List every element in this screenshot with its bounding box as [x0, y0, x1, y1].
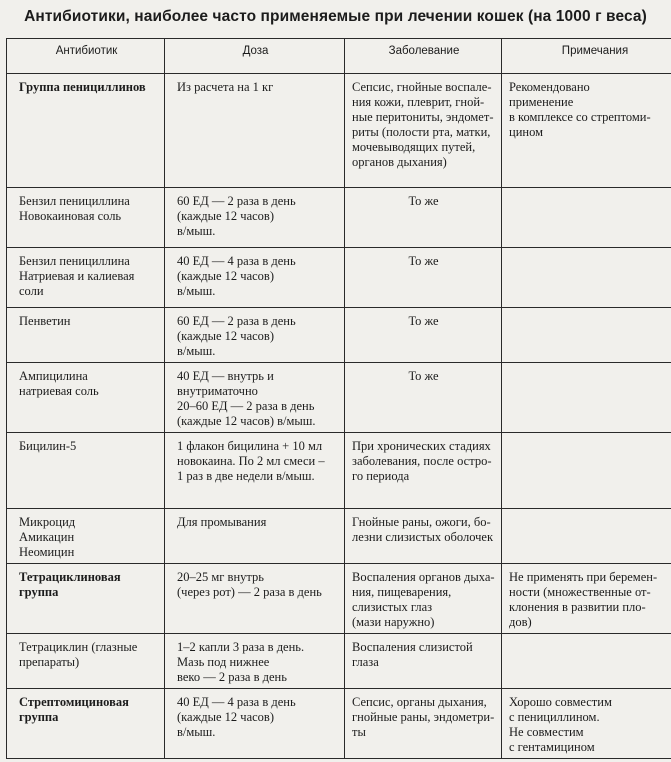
disease-cell [345, 74, 502, 188]
disease-cell-line: То же [408, 254, 439, 268]
antibiotic-cell [7, 634, 165, 689]
antibiotic-cell-line: Новокаиновая соль [19, 209, 122, 223]
antibiotic-cell [7, 248, 165, 308]
dose-cell-line: новокаина. По 2 мл смеси – [177, 454, 325, 468]
antibiotic-cell-line: соли [19, 284, 44, 298]
antibiotic-cell [7, 433, 165, 509]
dose-cell-line: внутриматочно [177, 384, 258, 398]
disease-cell-line: Воспаления слизистой [352, 640, 473, 654]
dose-cell-line: Для промывания [177, 515, 267, 529]
dose-cell-line: 40 ЕД — внутрь и [177, 369, 274, 383]
dose-cell [165, 363, 345, 433]
antibiotic-cell-line: Неомицин [19, 545, 75, 559]
disease-cell-line: Гнойные раны, ожоги, бо- [352, 515, 491, 529]
disease-cell [345, 634, 502, 689]
dose-cell-line: 1 флакон бицилина + 10 мл [177, 439, 323, 453]
antibiotic-cell-line: Амикацин [19, 530, 75, 544]
notes-cell [502, 509, 671, 564]
dose-cell-line: 40 ЕД — 4 раза в день [177, 695, 296, 709]
header-antibiotic: Антибиотик [7, 39, 165, 74]
notes-cell [502, 188, 671, 248]
disease-cell [345, 433, 502, 509]
notes-cell [502, 74, 671, 188]
header-notes: Примечания [502, 39, 671, 74]
disease-cell-line: ния, пищеварения, [352, 585, 452, 599]
antibiotic-cell-line: группа [19, 585, 59, 599]
notes-cell [502, 689, 671, 759]
disease-cell-line: То же [408, 194, 439, 208]
notes-cell-line: с гентамицином [509, 740, 595, 754]
disease-cell-line: органов дыхания) [352, 155, 447, 169]
antibiotic-cell-line: Тетрациклиновая [19, 570, 121, 584]
notes-cell-line: с пенициллином. [509, 710, 600, 724]
dose-cell-line: Мазь под нижнее [177, 655, 270, 669]
header-disease: Заболевание [345, 39, 502, 74]
dose-cell-line: 1–2 капли 3 раза в день. [177, 640, 305, 654]
disease-cell-line: мочевыводящих путей, [352, 140, 476, 154]
dose-cell-line: веко — 2 раза в день [177, 670, 287, 684]
table-row [7, 564, 671, 634]
notes-cell [502, 433, 671, 509]
notes-cell [502, 634, 671, 689]
disease-cell-line: ные перитониты, эндомет- [352, 110, 494, 124]
dose-cell-line: 20–60 ЕД — 2 раза в день [177, 399, 315, 413]
disease-cell-line: То же [408, 369, 439, 383]
antibiotic-cell-line: Бензил пенициллина [19, 194, 130, 208]
notes-cell [502, 248, 671, 308]
antibiotic-cell [7, 689, 165, 759]
disease-cell-line: го периода [352, 469, 410, 483]
dose-cell-line: 40 ЕД — 4 раза в день [177, 254, 296, 268]
table-header-row [7, 39, 671, 74]
antibiotic-cell-line: Стрептомициновая [19, 695, 129, 709]
notes-cell-line: применение [509, 95, 574, 109]
dose-cell-line: 60 ЕД — 2 раза в день [177, 314, 296, 328]
antibiotic-cell-line: Группа пенициллинов [19, 80, 146, 94]
notes-cell [502, 564, 671, 634]
table-row [7, 74, 671, 188]
disease-cell [345, 564, 502, 634]
dose-cell [165, 188, 345, 248]
dose-cell-line: Из расчета на 1 кг [177, 80, 274, 94]
table-row [7, 363, 671, 433]
table-row [7, 188, 671, 248]
header-dose: Доза [165, 39, 345, 74]
antibiotic-cell-line: препараты) [19, 655, 80, 669]
antibiotic-cell-line: Бицилин-5 [19, 439, 77, 453]
dose-cell [165, 634, 345, 689]
notes-cell [502, 363, 671, 433]
dose-cell-line: (через рот) — 2 раза в день [177, 585, 322, 599]
dose-cell [165, 74, 345, 188]
antibiotic-cell-line: Бензил пенициллина [19, 254, 130, 268]
notes-cell-line: Не применять при беремен- [509, 570, 658, 584]
disease-cell-line: слизистых глаз [352, 600, 433, 614]
disease-cell [345, 509, 502, 564]
disease-cell-line: То же [408, 314, 439, 328]
notes-cell-line: в комплексе со стрептоми- [509, 110, 651, 124]
dose-cell-line: в/мыш. [177, 725, 216, 739]
notes-cell [502, 308, 671, 363]
table-row [7, 509, 671, 564]
notes-cell-line: Не совместим [509, 725, 584, 739]
dose-cell-line: (каждые 12 часов) [177, 329, 274, 343]
antibiotics-table [6, 38, 671, 759]
notes-cell-line: дов) [509, 615, 532, 629]
disease-cell-line: глаза [352, 655, 379, 669]
dose-cell [165, 689, 345, 759]
notes-cell-line: Хорошо совместим [509, 695, 612, 709]
antibiotic-cell [7, 74, 165, 188]
dose-cell-line: 60 ЕД — 2 раза в день [177, 194, 296, 208]
disease-cell-line: лезни слизистых оболочек [352, 530, 494, 544]
notes-cell-line: Рекомендовано [509, 80, 590, 94]
disease-cell [345, 188, 502, 248]
dose-cell-line: (каждые 12 часов) в/мыш. [177, 414, 316, 428]
page-title: Антибиотики, наиболее часто применяемые при лечении кошек (на 1000 г веса) [24, 8, 647, 25]
antibiotic-cell [7, 509, 165, 564]
table-row [7, 634, 671, 689]
dose-cell-line: 20–25 мг внутрь [177, 570, 264, 584]
antibiotic-cell [7, 363, 165, 433]
disease-cell [345, 363, 502, 433]
disease-cell-line: ния кожи, плеврит, гной- [352, 95, 485, 109]
antibiotic-cell [7, 564, 165, 634]
dose-cell-line: в/мыш. [177, 224, 216, 238]
disease-cell-line: Сепсис, гнойные воспале- [352, 80, 492, 94]
dose-cell-line: 1 раз в две недели в/мыш. [177, 469, 315, 483]
disease-cell-line: ты [352, 725, 366, 739]
antibiotic-cell-line: Пенветин [19, 314, 71, 328]
antibiotic-cell [7, 308, 165, 363]
disease-cell-line: риты (полости рта, матки, [352, 125, 491, 139]
antibiotic-cell-line: Тетрациклин (глазные [19, 640, 138, 654]
disease-cell [345, 308, 502, 363]
disease-cell [345, 248, 502, 308]
table-row [7, 248, 671, 308]
notes-cell-line: клонения в развитии пло- [509, 600, 646, 614]
dose-cell [165, 509, 345, 564]
antibiotic-cell [7, 188, 165, 248]
disease-cell-line: Сепсис, органы дыхания, [352, 695, 487, 709]
disease-cell-line: (мази наружно) [352, 615, 435, 629]
dose-cell [165, 248, 345, 308]
antibiotic-cell-line: натриевая соль [19, 384, 99, 398]
disease-cell-line: гнойные раны, эндометри- [352, 710, 495, 724]
antibiotic-cell-line: группа [19, 710, 59, 724]
notes-cell-line: ности (множественные от- [509, 585, 651, 599]
table-row [7, 433, 671, 509]
dose-cell [165, 433, 345, 509]
dose-cell [165, 564, 345, 634]
antibiotic-cell-line: Микроцид [19, 515, 76, 529]
dose-cell-line: в/мыш. [177, 344, 216, 358]
dose-cell-line: (каждые 12 часов) [177, 269, 274, 283]
dose-cell-line: в/мыш. [177, 284, 216, 298]
disease-cell-line: заболевания, после остро- [352, 454, 492, 468]
table-row [7, 689, 671, 759]
dose-cell-line: (каждые 12 часов) [177, 209, 274, 223]
table-row [7, 308, 671, 363]
notes-cell-line: цином [509, 125, 543, 139]
antibiotic-cell-line: Натриевая и калиевая [19, 269, 135, 283]
disease-cell [345, 689, 502, 759]
disease-cell-line: При хронических стадиях [352, 439, 491, 453]
antibiotic-cell-line: Ампицилина [19, 369, 88, 383]
dose-cell-line: (каждые 12 часов) [177, 710, 274, 724]
disease-cell-line: Воспаления органов дыха- [352, 570, 495, 584]
dose-cell [165, 308, 345, 363]
